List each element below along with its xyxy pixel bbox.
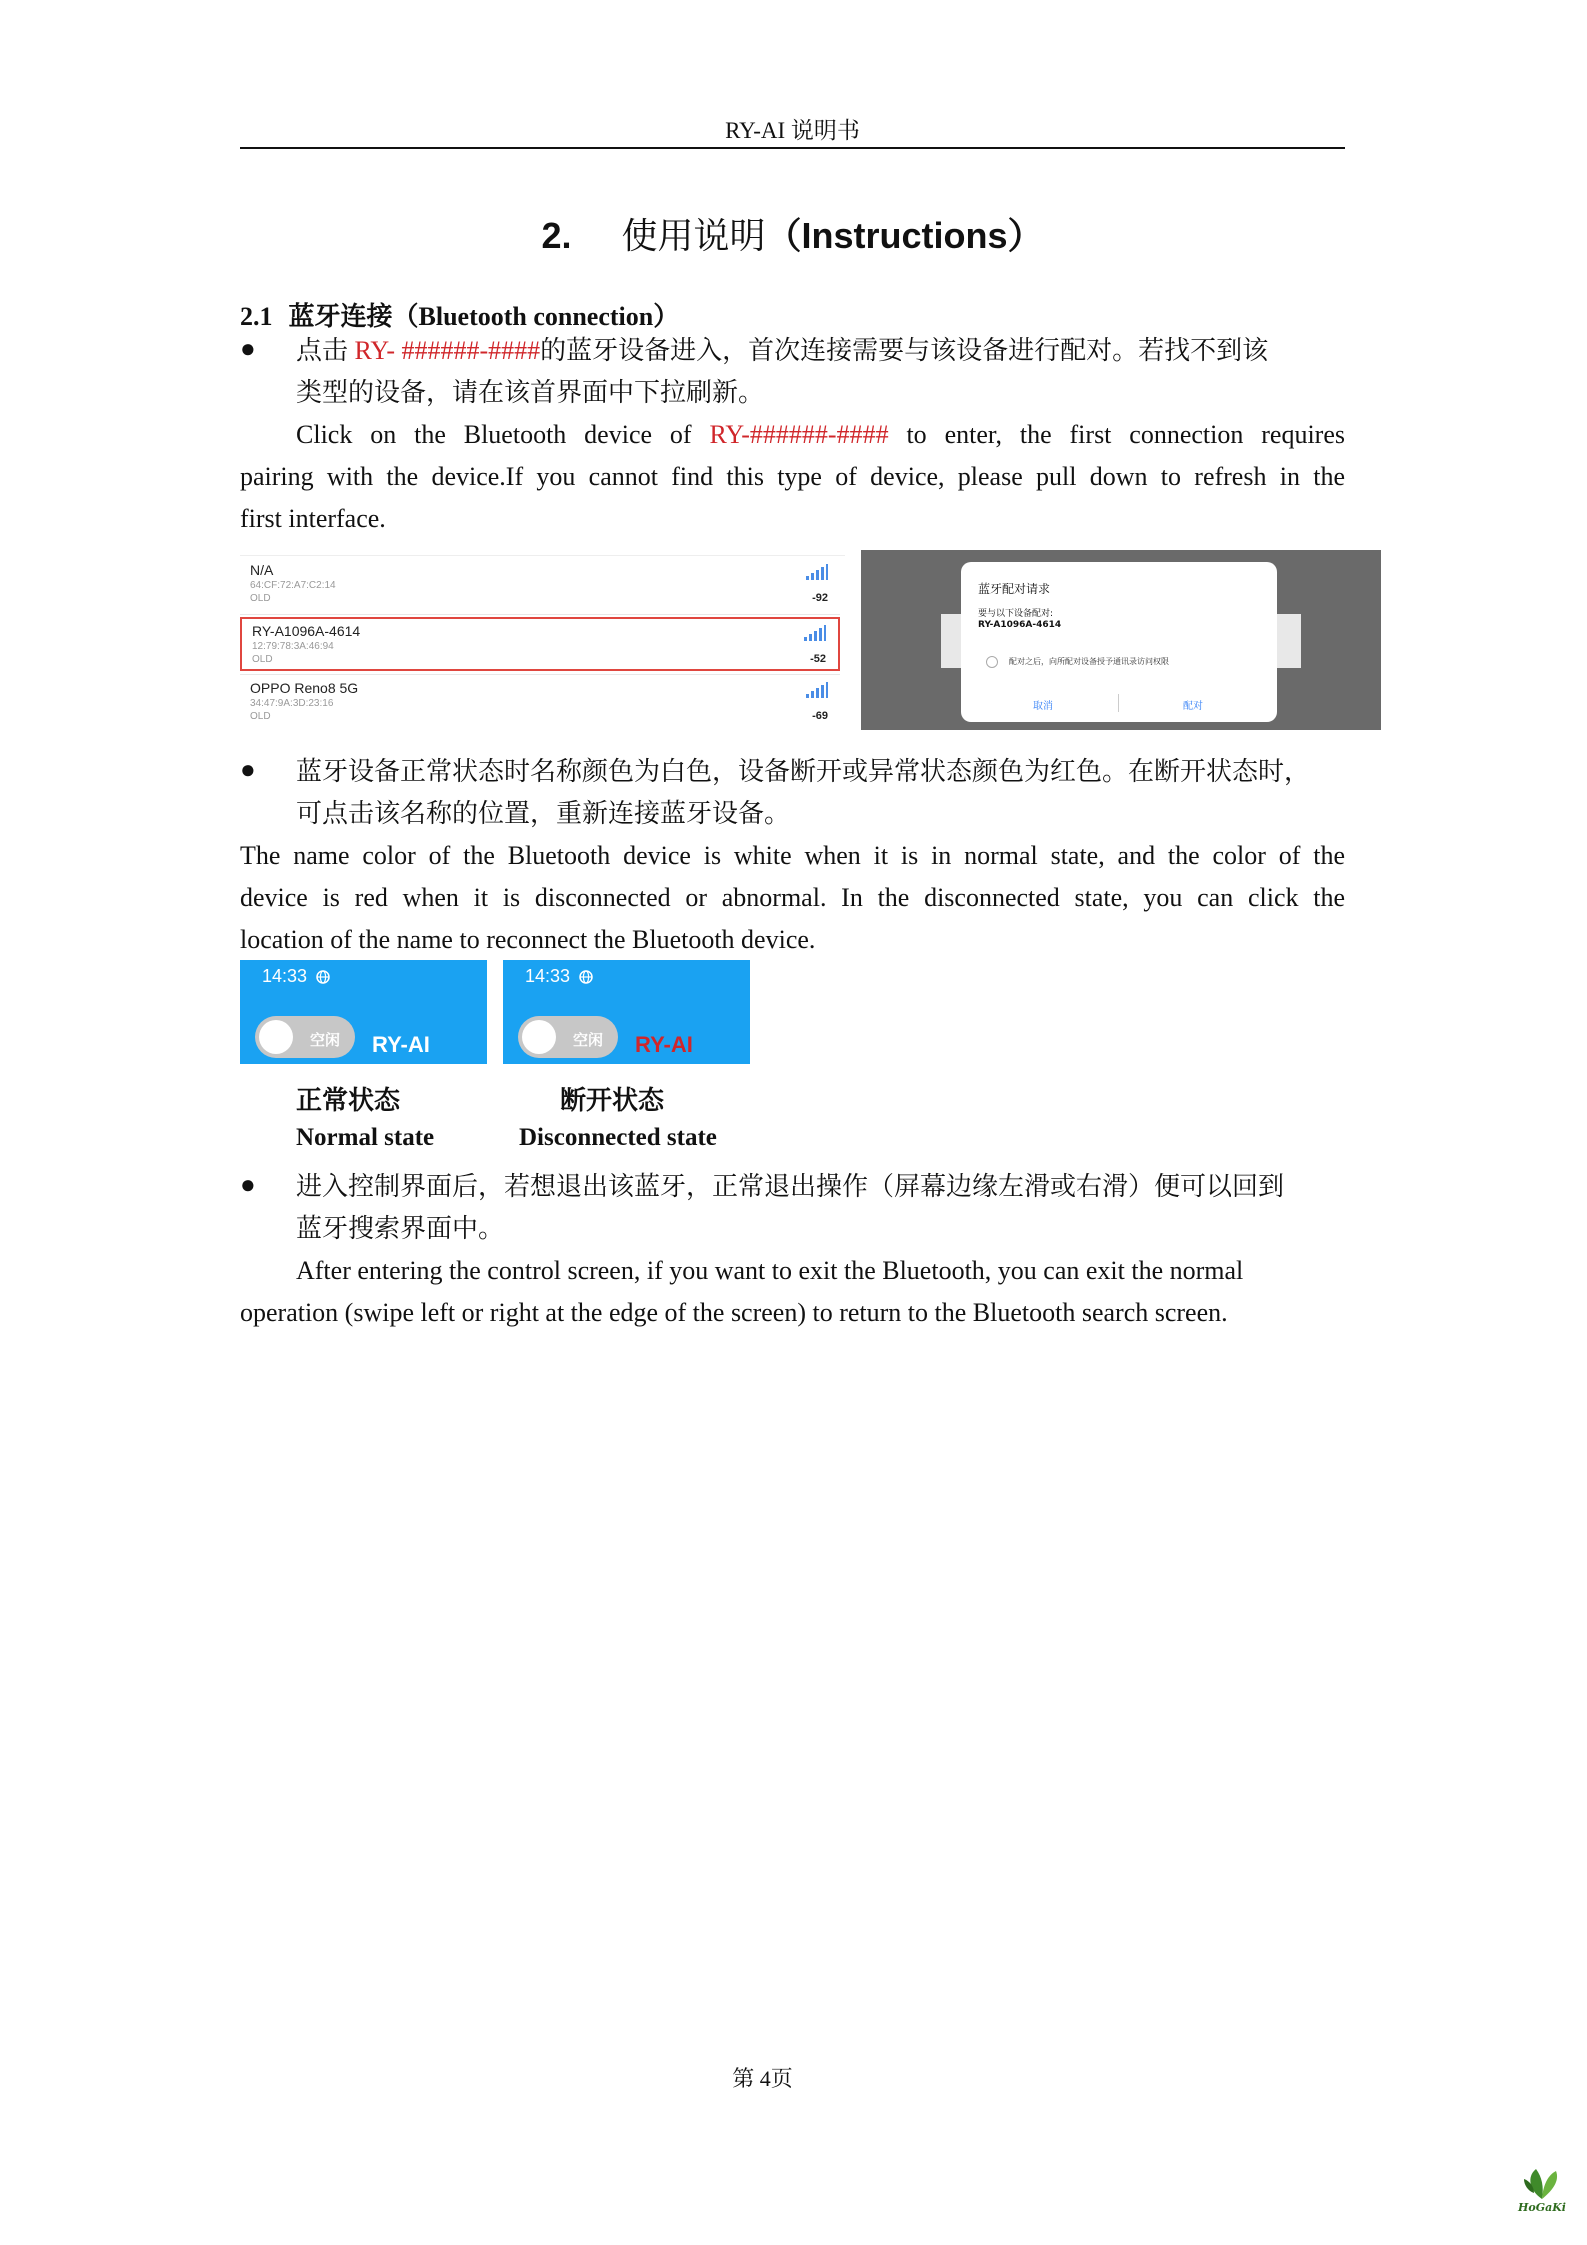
disconnected-state-screenshot <box>503 960 750 1064</box>
para1-cn-line2: 类型的设备，请在该首界面中下拉刷新。 <box>296 378 765 407</box>
bullet-2: ● <box>240 755 256 784</box>
device-list-screenshot <box>240 555 845 736</box>
para1-cn-a: 点击 <box>296 336 355 365</box>
device-name-disconnected[interactable]: RY-AI <box>635 1032 693 1057</box>
normal-state-screenshot <box>240 960 487 1064</box>
para1-en-line2: pairing with the device.If you cannot find this type of device, please pull down to refresh in the <box>240 462 1345 491</box>
caption-normal-en: Normal state <box>296 1124 435 1151</box>
device-mac: 12:79:78:3A:46:94 <box>252 641 334 652</box>
device-rssi: -69 <box>812 710 828 722</box>
device-name-normal[interactable]: RY-AI <box>372 1032 430 1057</box>
device-item[interactable] <box>240 676 840 730</box>
para1-en-line3: first interface. <box>240 504 386 533</box>
para3-en-line1: After entering the control screen, if you want to exit the Bluetooth, you can exit the normal <box>296 1256 1244 1285</box>
header-title: RY-AI 说明书 <box>725 118 860 143</box>
brand-logo <box>1512 2163 1572 2223</box>
signal-icon <box>804 625 826 641</box>
para2-en-line1: The name color of the Bluetooth device is white when it is in normal state, and the color of the <box>240 841 1345 870</box>
globe-icon <box>316 970 330 984</box>
device-status: OLD <box>252 654 273 665</box>
logo-text: HoGaKi <box>1518 2201 1566 2214</box>
pairing-dialog-screenshot <box>861 550 1381 730</box>
device-status: OLD <box>250 711 271 722</box>
list-divider <box>240 614 840 615</box>
para1-cn-b: 的蓝牙设备进入，首次连接需要与该设备进行配对。若找不到该 <box>540 336 1269 365</box>
section-title-en: （Instructions） <box>765 215 1044 256</box>
para1-en-b: to enter, the first connection requires <box>888 420 1345 449</box>
device-item-selected[interactable] <box>240 617 840 671</box>
para2-en-line3: location of the name to reconnect the Bluetooth device. <box>240 925 816 954</box>
para1-en-line1 <box>296 414 1345 456</box>
status-time: 14:33 <box>262 966 308 986</box>
bullet-3: ● <box>240 1170 256 1199</box>
subsection-number: 2.1 <box>240 302 273 331</box>
pairing-dialog <box>961 562 1277 722</box>
para2-cn-line2: 可点击该名称的位置，重新连接蓝牙设备。 <box>296 799 791 828</box>
section-number: 2. <box>541 215 572 256</box>
signal-icon <box>806 564 828 580</box>
page-number: 第 4页 <box>732 2066 793 2091</box>
device-name: RY-A1096A-4614 <box>252 623 361 639</box>
leaf-icon <box>1512 2163 1572 2201</box>
device-pattern-red: RY- ######-#### <box>354 336 541 365</box>
caption-disconnected-cn: 断开状态 <box>560 1086 665 1115</box>
para3-cn-line1: 进入控制界面后，若想退出该蓝牙，正常退出操作（屏幕边缘左滑或右滑）便可以回到 <box>296 1172 1285 1201</box>
device-mac: 64:CF:72:A7:C2:14 <box>250 580 336 591</box>
cancel-button[interactable]: 取消 <box>1033 701 1053 712</box>
toggle-label: 空闲 <box>573 1032 604 1049</box>
header-rule <box>240 147 1345 149</box>
para3-en-line2: operation (swipe left or right at the edge of the screen) to return to the Bluetooth search screen. <box>240 1298 1228 1327</box>
device-mac: 34:47:9A:3D:23:16 <box>250 698 334 709</box>
para3-cn-line2: 蓝牙搜索界面中。 <box>296 1214 505 1243</box>
para1-cn-line1 <box>296 330 1345 372</box>
contacts-permission-checkbox[interactable] <box>986 656 998 668</box>
device-rssi: -52 <box>810 653 826 665</box>
caption-disconnected-en: Disconnected state <box>519 1124 717 1151</box>
toggle-knob <box>259 1020 293 1054</box>
device-name: OPPO Reno8 5G <box>250 680 359 696</box>
device-rssi: -92 <box>812 592 828 604</box>
checkbox-label: 配对之后，向所配对设备授予通讯录访问权限 <box>1009 657 1169 666</box>
device-item[interactable] <box>240 558 840 612</box>
device-status: OLD <box>250 593 271 604</box>
dialog-title: 蓝牙配对请求 <box>978 582 1051 596</box>
subsection-text: 蓝牙连接（Bluetooth connection） <box>288 302 680 331</box>
subsection-title <box>240 296 679 333</box>
section-title <box>240 208 1345 259</box>
toggle-label: 空闲 <box>310 1032 341 1049</box>
dialog-prompt: 要与以下设备配对: <box>978 609 1054 619</box>
section-title-cn: 使用说明 <box>621 216 766 256</box>
pair-button[interactable]: 配对 <box>1183 701 1203 712</box>
device-name: N/A <box>250 562 274 578</box>
bullet-1: ● <box>240 334 256 363</box>
device-pattern-red-en: RY-######-#### <box>709 420 889 449</box>
para2-en-line2: device is red when it is disconnected or abnormal. In the disconnected state, you can click the <box>240 883 1345 912</box>
idle-toggle[interactable] <box>518 1016 618 1058</box>
caption-normal-cn: 正常状态 <box>296 1086 401 1115</box>
dialog-device-name: RY-A1096A-4614 <box>978 620 1062 630</box>
signal-icon <box>806 682 828 698</box>
list-divider <box>240 674 840 675</box>
status-time: 14:33 <box>525 966 571 986</box>
para1-en-a: Click on the Bluetooth device of <box>296 420 710 449</box>
button-divider <box>1118 694 1119 712</box>
globe-icon <box>579 970 593 984</box>
para2-cn-line1: 蓝牙设备正常状态时名称颜色为白色，设备断开或异常状态颜色为红色。在断开状态时， <box>296 757 1311 786</box>
toggle-knob <box>522 1020 556 1054</box>
idle-toggle[interactable] <box>255 1016 355 1058</box>
